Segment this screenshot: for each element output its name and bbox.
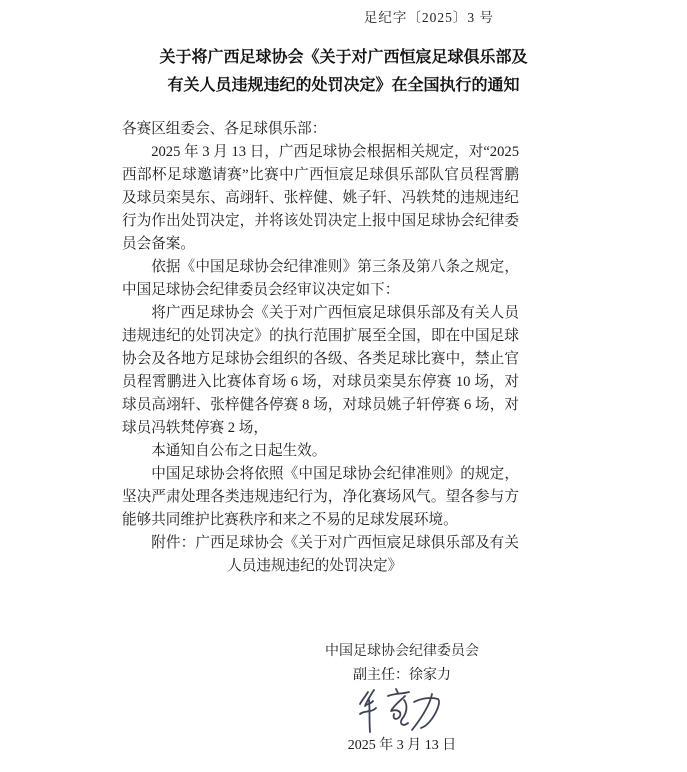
document-reference-number: 足纪字〔2025〕3 号 <box>363 10 494 25</box>
salutation-line: 各赛区组委会、各足球俱乐部： <box>122 121 327 137</box>
signer-title-and-name: 副主任：徐家力 <box>353 668 451 683</box>
document-title <box>40 44 647 100</box>
handwritten-signature <box>316 688 488 734</box>
document-date: 2025 年 3 月 13 日 <box>347 738 457 753</box>
handwritten-signature-icon <box>354 688 450 734</box>
document-title-line-1: 关于将广西足球协会《关于对广西恒宸足球俱乐部及 <box>159 49 528 66</box>
body-paragraph: 本通知自公布之日起生效。 <box>151 443 327 459</box>
attachment-line <box>122 532 519 578</box>
body-paragraph: 2025 年 3 月 13 日，广西足球协会根据相关规定，对“2025 西部杯足球邀请赛”比赛中广西恒宸足球俱乐部队官员程霄鹏及球员栾昊东、高翊轩、张梓健、姚子轩、冯轶梵的违规违纪行为作出处罚决定，并将该处罚决定上报中国足球协会纪律委员会备案。 <box>122 144 519 252</box>
attachment-title: 广西足球协会《关于对广西恒宸足球俱乐部及有关人员违规违纪的处罚决定》 <box>195 535 519 574</box>
attachment-label: 附件： <box>151 535 196 551</box>
body-paragraph: 将广西足球协会《关于对广西恒宸足球俱乐部及有关人员违规违纪的处罚决定》的执行范围扩展至全国，即在中国足球协会及各地方足球协会组织的各级、各类足球比赛中，禁止官员程霄鹏进入比赛体育场 6 场，对球员栾昊东停赛 10 场，对球员高翊轩、张梓健各停赛 8 场，对球员姚子轩停赛 6 场，对球员冯轶梵停赛 2 场， <box>122 305 519 436</box>
signature-block <box>316 642 488 756</box>
issuing-organization: 中国足球协会纪律委员会 <box>325 644 479 659</box>
document-body <box>122 118 519 578</box>
document-title-line-2: 有关人员违规违纪的处罚决定》在全国执行的通知 <box>167 77 520 94</box>
body-paragraph: 依据《中国足球协会纪律准则》第三条及第八条之规定，中国足球协会纪律委员会经审议决定如下： <box>122 259 519 298</box>
body-paragraph: 中国足球协会将依照《中国足球协会纪律准则》的规定，坚决严肃处理各类违规违纪行为，净化赛场风气。望各参与方能够共同维护比赛秩序和来之不易的足球发展环境。 <box>122 466 519 528</box>
